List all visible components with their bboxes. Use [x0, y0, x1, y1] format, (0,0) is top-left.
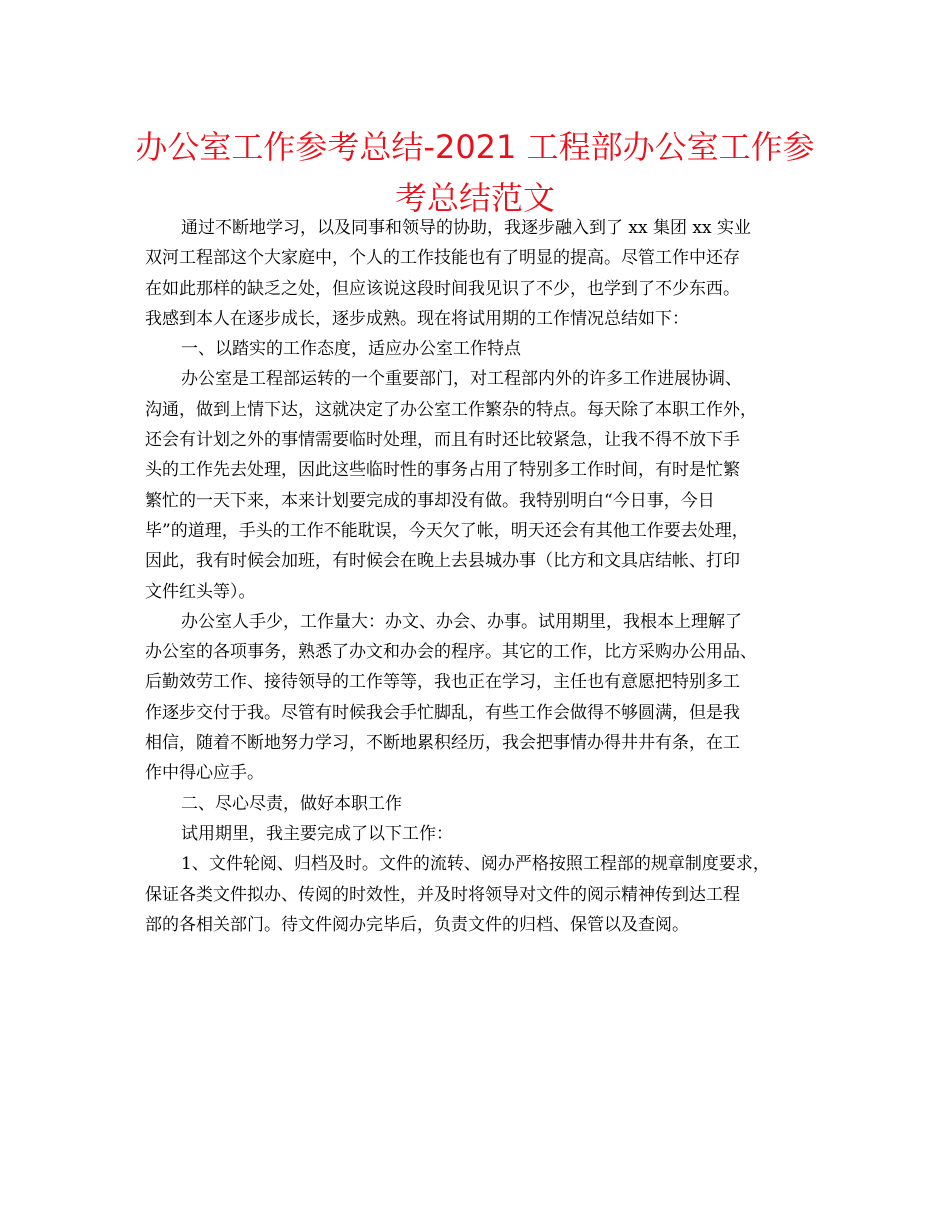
- body-paragraph-office-role: 办公室是工程部运转的一个重要部门，对工程部内外的许多工作进展协调、 沟通，做到上情下达，这就决定了办公室工作繁杂的特点。每天除了本职工作外， 还会有计划之外的事情需要临时处理，而且有时还比较紧急，让我不得不放下手 头的工作先去处理，因此这些临时性的事务占用了特别多工作时间，有时是忙繁 繁忙的一天下来，本来计划要完成的事却没有做。我特别明白“今日事，今日 毕”的道理，手头的工作不能耽误，今天欠了帐，明天还会有其他工作要去处理， 因此，我有时候会加班，有时候会在晚上去县城办事（比方和文具店结帐、打印 文件红头等）。: [145, 369, 757, 602]
- section-heading-2: 二、尽心尽责，做好本职工作: [181, 793, 402, 814]
- document-title-line-2: 考总结范文: [394, 179, 555, 217]
- body-paragraph-tasks-intro: 试用期里，我主要完成了以下工作：: [181, 823, 453, 844]
- body-paragraph-item-1: 1、文件轮阅、归档及时。文件的流转、阅办严格按照工程部的规章制度要求， 保证各类文件拟办、传阅的时效性，并及时将领导对文件的阅示精神传到达工程 部的各相关部门。待文件阅办完毕后，负责文件的归档、保管以及查阅。: [145, 854, 770, 935]
- document-body: [145, 213, 815, 940]
- document-title-line-1: 办公室工作参考总结-2021 工程部办公室工作参: [135, 128, 815, 166]
- body-paragraph-workload: 办公室人手少，工作量大：办文、办会、办事。试用期里，我根本上理解了 办公室的各项事务，熟悉了办文和办会的程序。其它的工作，比方采购办公用品、 后勤效劳工作、接待领导的工作等等，我也正在学习，主任也有意愿把特别多工 作逐步交付于我。尽管有时候我会手忙脚乱，有些工作会做得不够圆满，但是我 相信，随着不断地努力学习，不断地累积经历，我会把事情办得井井有条，在工 作中得心应手。: [145, 611, 757, 784]
- body-paragraph-intro: 通过不断地学习，以及同事和领导的协助，我逐步融入到了 xx 集团 xx 实业 双河工程部这个大家庭中，个人的工作技能也有了明显的提高。尽管工作中还存 在如此那样的缺乏之处，但应该说这段时间我见识了不少，也学到了不少东西。 我感到本人在逐步成长，逐步成熟。现在将试用期的工作情况总结如下：: [145, 218, 751, 329]
- section-heading-1: 一、以踏实的工作态度，适应办公室工作特点: [181, 339, 521, 360]
- document-title: [120, 122, 830, 224]
